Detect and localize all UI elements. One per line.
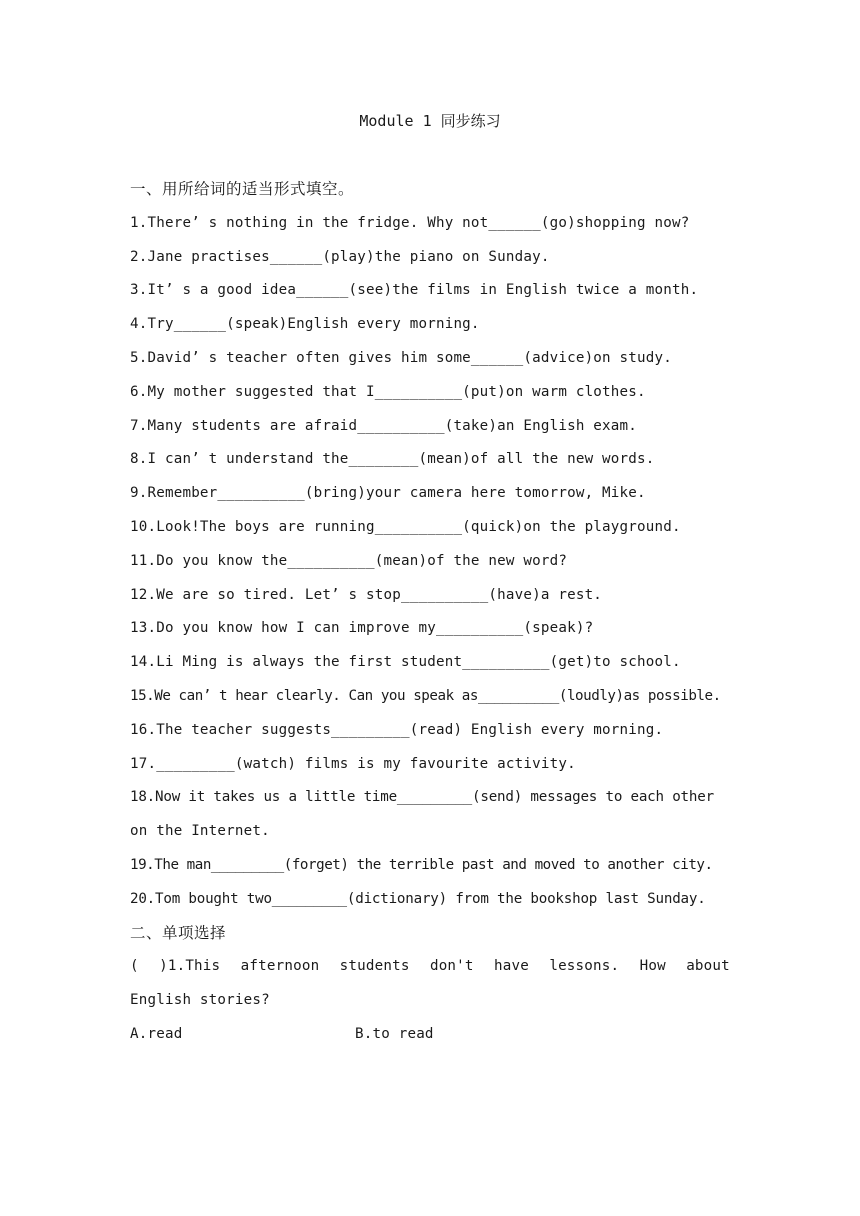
question-4: 4.Try______(speak)English every morning. bbox=[130, 316, 480, 333]
question-12: 12.We are so tired. Let’ s stop__________(have)a rest. bbox=[130, 586, 603, 603]
mc-question-1-continued: English stories? bbox=[130, 992, 270, 1009]
exercise-lines bbox=[130, 178, 730, 1057]
question-14: 14.Li Ming is always the first student__________(get)to school. bbox=[130, 654, 681, 671]
question-3: 3.It’ s a good idea______(see)the films in English twice a month. bbox=[130, 282, 699, 299]
question-5: 5.David’ s teacher often gives him some______(advice)on study. bbox=[130, 349, 672, 366]
q1-word: lessons. bbox=[549, 958, 620, 975]
question-6: 6.My mother suggested that I__________(put)on warm clothes. bbox=[130, 383, 646, 400]
option-b: B.to read bbox=[355, 1025, 434, 1042]
question-18: 18.Now it takes us a little time_________(send) messages to each other bbox=[130, 789, 714, 806]
question-11: 11.Do you know the__________(mean)of the new word? bbox=[130, 552, 568, 569]
question-20: 20.Tom bought two_________(dictionary) from the bookshop last Sunday. bbox=[130, 890, 706, 907]
page-title: Module 1 同步练习 bbox=[359, 112, 501, 130]
q1-word: afternoon bbox=[240, 958, 320, 975]
question-17: 17._________(watch) films is my favourite activity. bbox=[130, 755, 576, 772]
section-1-heading: 一、用所给词的适当形式填空。 bbox=[130, 180, 355, 198]
option-a: A.read bbox=[130, 1025, 183, 1042]
question-13: 13.Do you know how I can improve my__________(speak)? bbox=[130, 620, 594, 637]
question-9: 9.Remember__________(bring)your camera here tomorrow, Mike. bbox=[130, 485, 646, 502]
question-16: 16.The teacher suggests_________(read) English every morning. bbox=[130, 721, 664, 738]
question-7: 7.Many students are afraid__________(take)an English exam. bbox=[130, 417, 638, 434]
mc-question-1 bbox=[130, 955, 730, 989]
q1-word: have bbox=[494, 958, 529, 975]
question-18-continued: on the Internet. bbox=[130, 823, 270, 840]
mc-options bbox=[130, 1023, 730, 1057]
question-15: 15.We can’ t hear clearly. Can you speak as__________(loudly)as possible. bbox=[130, 687, 721, 704]
q1-word: students bbox=[339, 958, 410, 975]
question-19: 19.The man_________(forget) the terrible past and moved to another city. bbox=[130, 856, 713, 873]
question-1: 1.There’ s nothing in the fridge. Why not______(go)shopping now? bbox=[130, 214, 690, 231]
question-10: 10.Look!The boys are running__________(quick)on the playground. bbox=[130, 518, 681, 535]
q1-word: about bbox=[686, 958, 730, 975]
q1-word: )1.This bbox=[159, 958, 221, 975]
question-8: 8.I can’ t understand the________(mean)of all the new words. bbox=[130, 451, 655, 468]
answer-bracket-open: ( bbox=[130, 958, 139, 975]
section-2-heading: 二、单项选择 bbox=[130, 923, 227, 942]
q1-word: How bbox=[639, 958, 666, 975]
question-2: 2.Jane practises______(play)the piano on Sunday. bbox=[130, 248, 550, 265]
q1-word: don't bbox=[429, 958, 474, 975]
